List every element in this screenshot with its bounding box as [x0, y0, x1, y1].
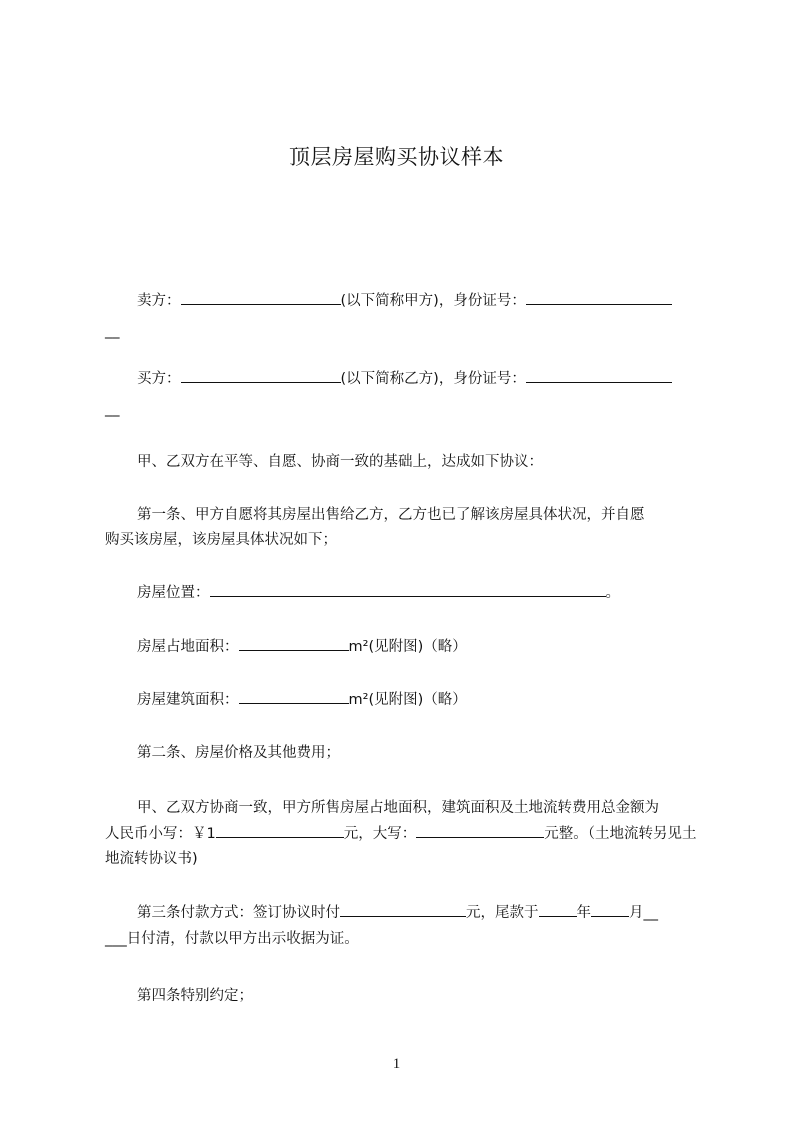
article1-line1: 第一条、甲方自愿将其房屋出售给乙方，乙方也已了解该房屋具体状况，并自愿 [137, 507, 645, 523]
price-line1: 甲、乙双方协商一致，甲方所售房屋占地面积，建筑面积及土地流转费用总金额为 [137, 800, 659, 816]
article3-balance-label: 元，尾款于 [466, 905, 539, 921]
page-number: 1 [392, 1056, 401, 1072]
buyer-line [105, 367, 740, 392]
article3-line1 [105, 901, 740, 926]
buyer-label: 买方： [137, 371, 181, 387]
seller-id-blank [526, 290, 672, 305]
buyer-tail: __ [105, 401, 120, 417]
seller-mid: (以下简称甲方)，身份证号： [340, 293, 526, 309]
land-area-line [105, 635, 740, 660]
deposit-blank [340, 902, 466, 917]
document-title: 顶层房屋购买协议样本 [289, 145, 504, 169]
article1-line2: 购买该房屋，该房屋具体状况如下； [105, 532, 337, 548]
price-line2 [105, 822, 708, 847]
seller-name-blank [181, 290, 341, 305]
seller-tail-line [105, 319, 708, 344]
article2-heading: 第二条、房屋价格及其他费用； [137, 745, 340, 761]
land-area-unit: m²(见附图)（略） [348, 639, 467, 655]
intro-paragraph: 甲、乙双方在平等、自愿、协商一致的基础上，达成如下协议： [137, 454, 543, 470]
buyer-mid: (以下简称乙方)，身份证号： [340, 371, 526, 387]
article3-month: 月 [629, 905, 644, 921]
article3-tail: __ [643, 905, 658, 921]
buyer-id-blank [526, 368, 672, 383]
seller-tail: __ [105, 323, 120, 339]
month-blank [591, 902, 629, 917]
price-lowercase-blank [216, 823, 344, 838]
land-area-label: 房屋占地面积： [137, 639, 239, 655]
seller-line [105, 289, 740, 314]
location-end: 。 [605, 585, 620, 601]
price-line3: 地流转协议书) [105, 851, 198, 867]
article3-line2: ___日付清，付款以甲方出示收据为证。 [105, 931, 359, 947]
year-blank [539, 902, 577, 917]
article3-label: 第三条付款方式：签订协议时付 [137, 905, 340, 921]
article3-year: 年 [576, 905, 591, 921]
build-area-blank [239, 689, 349, 704]
land-area-blank [239, 636, 349, 651]
location-label: 房屋位置： [137, 585, 210, 601]
build-area-line [105, 688, 740, 713]
build-area-unit: m²(见附图)（略） [348, 692, 467, 708]
location-blank [210, 582, 606, 597]
price-line2-end: 元整。（土地流转另见土 [544, 826, 697, 842]
seller-label: 卖方： [137, 293, 181, 309]
article4-heading: 第四条特别约定； [137, 988, 253, 1004]
location-line [105, 581, 740, 606]
price-uppercase-blank [416, 823, 544, 838]
price-lowercase-label: 人民币小写：￥1 [105, 826, 216, 842]
buyer-tail-line [105, 397, 708, 422]
price-uppercase-label: 元，大写： [343, 826, 417, 842]
buyer-name-blank [181, 368, 341, 383]
build-area-label: 房屋建筑面积： [137, 692, 239, 708]
